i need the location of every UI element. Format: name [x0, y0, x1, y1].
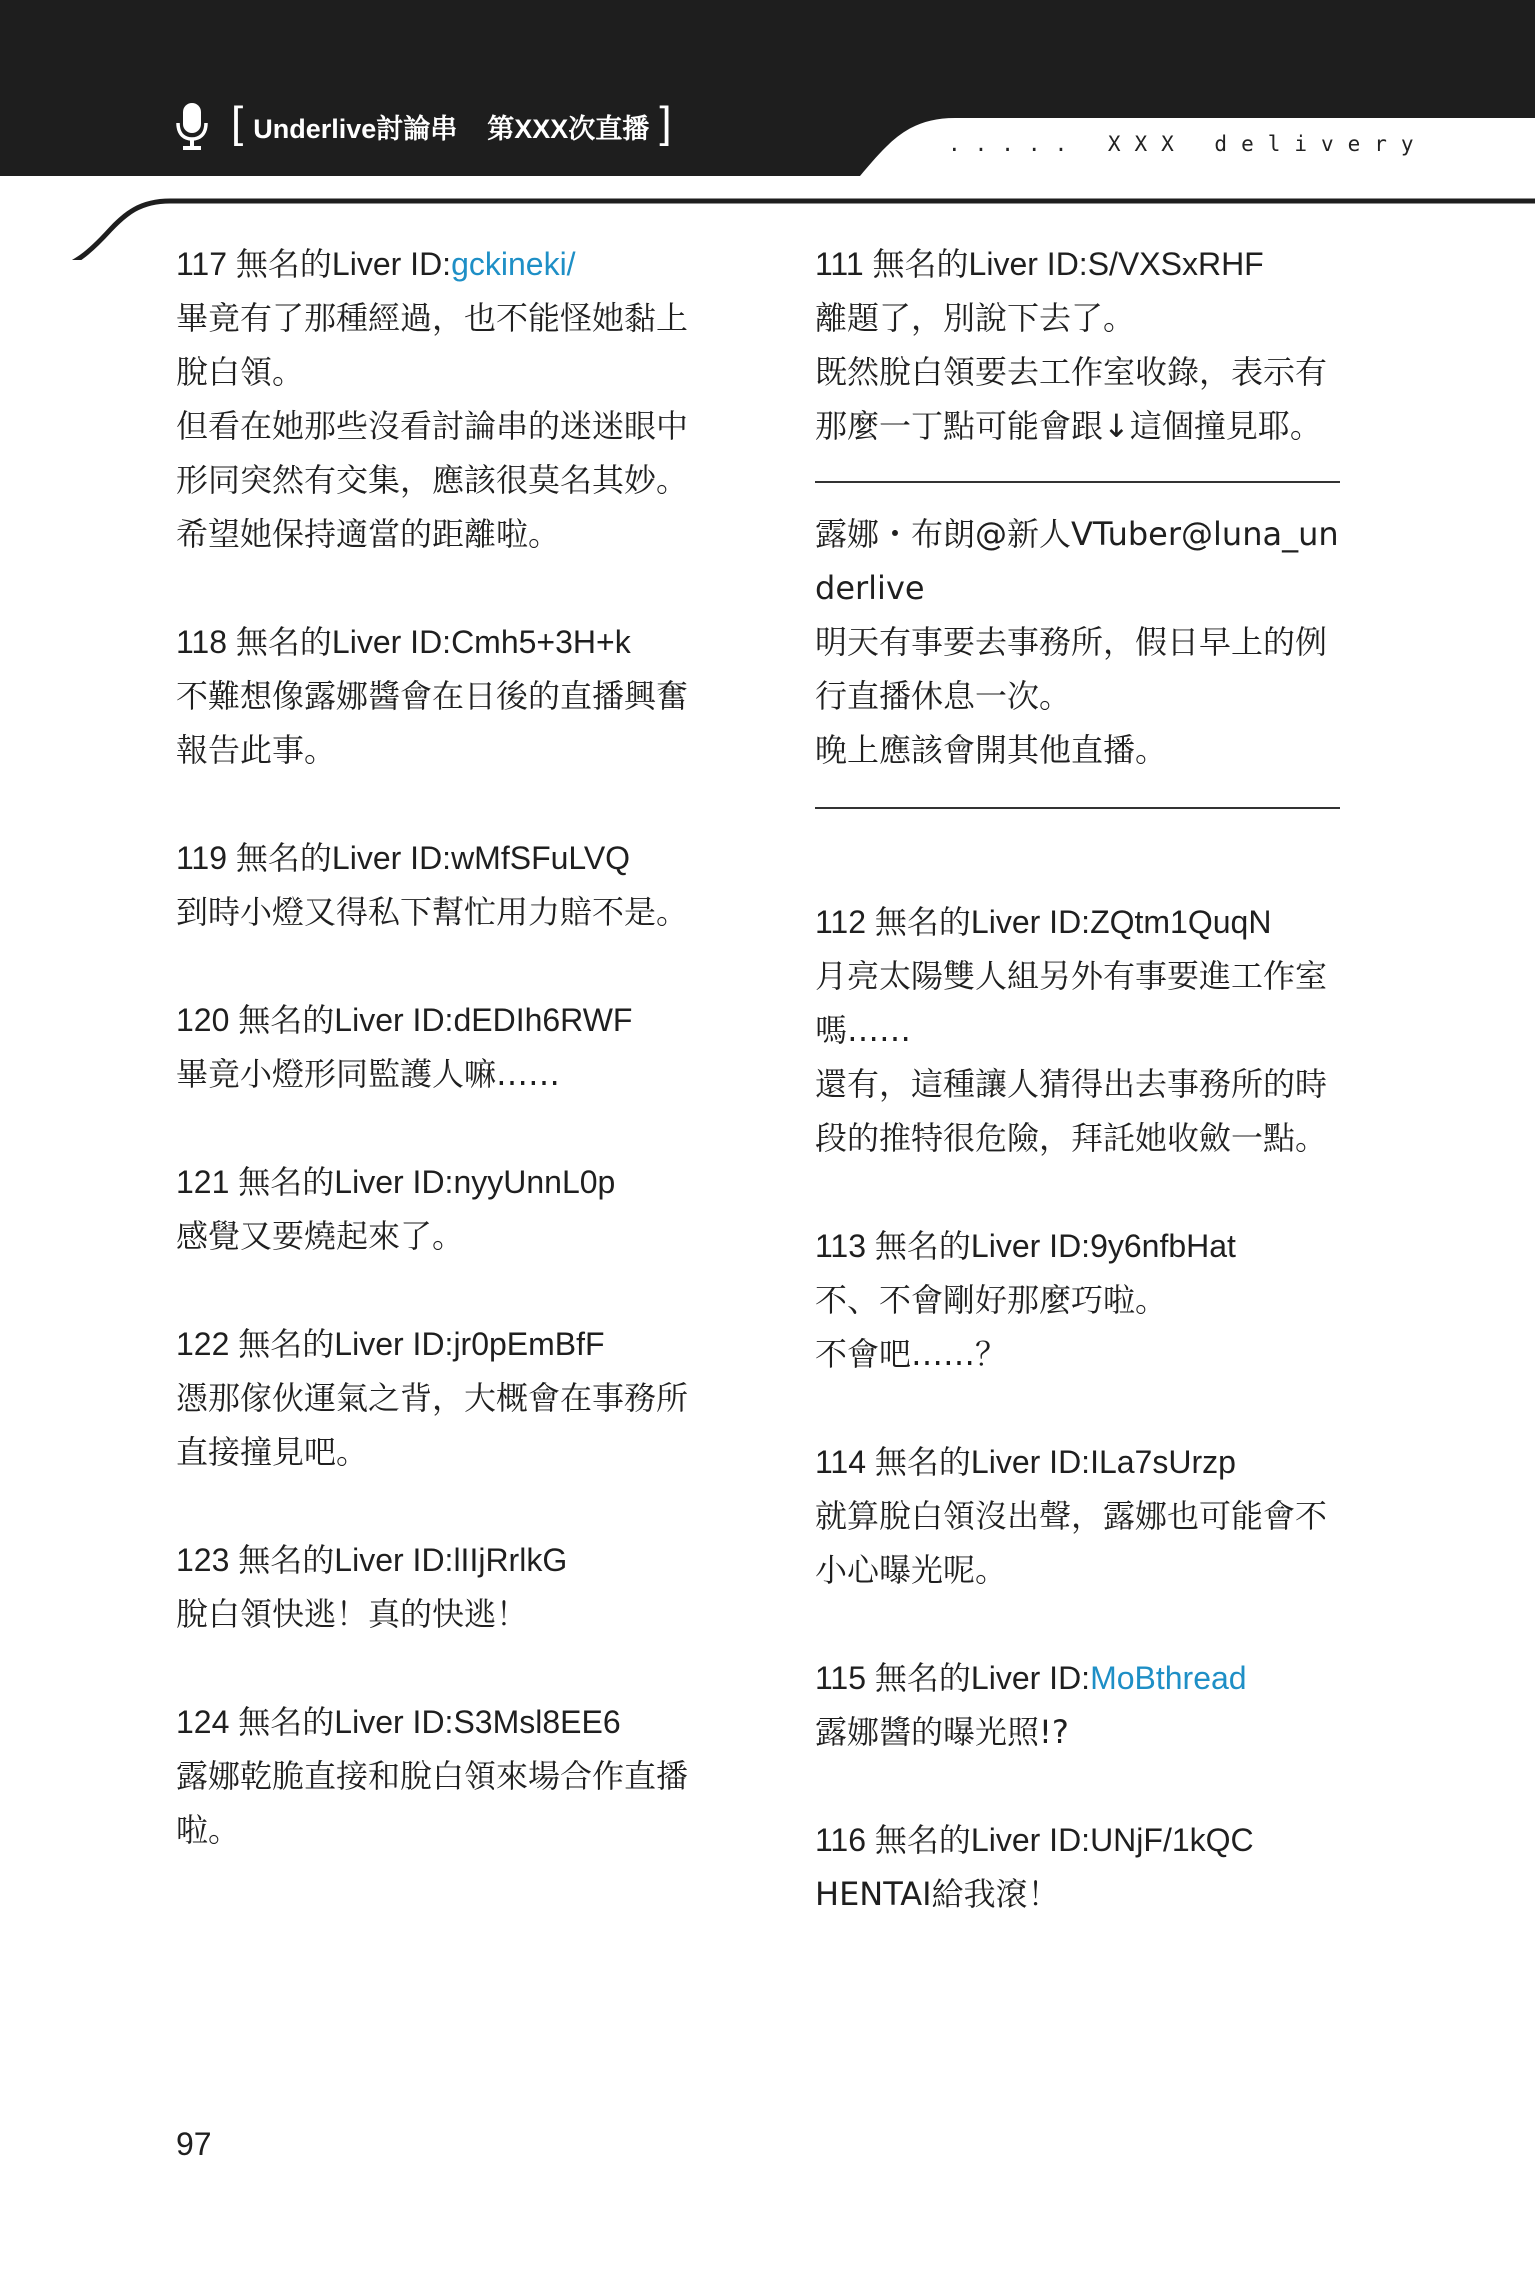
poster-id: nyyUnnL0p	[453, 1164, 616, 1200]
thread-post	[176, 237, 716, 561]
poster-id-prefix: ID:	[410, 624, 452, 660]
tweet-line: 明天有事要去事務所，假日早上的例行直播休息一次。	[815, 623, 1328, 715]
title-bracket-open: [	[231, 98, 244, 147]
post-line: 畢竟小燈形同監護人嘛……	[176, 1055, 561, 1093]
thread-post	[815, 1651, 1355, 1759]
thread-title-bar	[175, 98, 682, 151]
thread-post	[176, 1533, 716, 1641]
poster-id: lIIjRrlkG	[453, 1542, 568, 1578]
thread-post	[815, 237, 1355, 453]
poster-name: 無名的Liver	[874, 1444, 1041, 1480]
left-column	[176, 237, 716, 1857]
poster-id-prefix: ID:	[412, 1542, 454, 1578]
poster-name: 無名的Liver	[874, 1660, 1041, 1696]
tweet-notice	[815, 507, 1355, 777]
post-number: 122	[176, 1326, 230, 1362]
post-number: 123	[176, 1542, 230, 1578]
notice-divider-top	[815, 481, 1340, 483]
poster-id: 9y6nfbHat	[1090, 1228, 1236, 1264]
poster-name: 無名的Liver	[235, 840, 402, 876]
post-line: 感覺又要燒起來了。	[176, 1217, 465, 1255]
poster-name: 無名的Liver	[238, 1002, 404, 1038]
poster-id: MoBthread	[1090, 1660, 1247, 1696]
tweet-line: 晚上應該會開其他直播。	[815, 731, 1168, 769]
post-line: HENTAI給我滾！	[815, 1875, 1060, 1913]
poster-id-prefix: ID:	[1049, 1444, 1091, 1480]
poster-id: ZQtm1QuqN	[1090, 904, 1272, 940]
post-header	[176, 993, 716, 1047]
poster-name: 無名的Liver	[872, 246, 1038, 282]
poster-name: 無名的Liver	[238, 1704, 404, 1740]
thread-post	[815, 1219, 1355, 1381]
post-header	[815, 895, 1355, 949]
poster-name: 無名的Liver	[238, 1164, 404, 1200]
post-header	[176, 831, 716, 885]
post-line: 不會吧……？	[815, 1335, 1008, 1373]
thread-post	[176, 1695, 716, 1857]
post-number: 112	[815, 904, 867, 940]
post-line: 露娜乾脆直接和脫白領來場合作直播啦。	[176, 1757, 689, 1849]
post-number: 121	[176, 1164, 230, 1200]
poster-name: 無名的Liver	[874, 1228, 1041, 1264]
post-number: 114	[815, 1444, 867, 1480]
post-header	[815, 1435, 1355, 1489]
thread-post	[176, 993, 716, 1101]
poster-id: S/VXSxRHF	[1087, 246, 1264, 282]
post-line: 憑那傢伙運氣之背，大概會在事務所直接撞見吧。	[176, 1379, 689, 1471]
poster-name: 無名的Liver	[235, 246, 402, 282]
thread-post	[176, 1317, 716, 1479]
thread-post	[176, 1155, 716, 1263]
title-bracket-close: ]	[659, 98, 672, 147]
post-number: 124	[176, 1704, 230, 1740]
post-line: 離題了，別說下去了。	[815, 299, 1136, 337]
poster-id-prefix: ID:	[412, 1164, 454, 1200]
poster-name: 無名的Liver	[874, 1822, 1041, 1858]
poster-name: 無名的Liver	[238, 1326, 404, 1362]
thread-post	[176, 615, 716, 777]
post-number: 113	[815, 1228, 867, 1264]
post-number: 116	[815, 1822, 867, 1858]
post-header	[176, 1533, 716, 1587]
page-number: 97	[176, 2126, 212, 2162]
microphone-icon	[175, 101, 209, 151]
post-number: 118	[176, 624, 228, 660]
post-header	[815, 1219, 1355, 1273]
post-line: 月亮太陽雙人組另外有事要進工作室嗎……	[815, 957, 1328, 1049]
thread-post	[176, 831, 716, 939]
poster-name: 無名的Liver	[235, 624, 402, 660]
poster-id: ILa7sUrzp	[1090, 1444, 1236, 1480]
post-line: 希望她保持適當的距離啦。	[176, 515, 561, 553]
post-number: 119	[176, 840, 228, 876]
post-line: 既然脫白領要去工作室收錄，表示有那麼一丁點可能會跟↓這個撞見耶。	[815, 353, 1328, 445]
poster-id-prefix: ID:	[410, 246, 452, 282]
post-line: 到時小燈又得私下幫忙用力賠不是。	[176, 893, 689, 931]
poster-id: Cmh5+3H+k	[451, 624, 631, 660]
post-number: 120	[176, 1002, 230, 1038]
poster-id: wMfSFuLVQ	[451, 840, 631, 876]
thread-post	[815, 895, 1355, 1165]
thread-title: Underlive討論串	[253, 113, 458, 144]
poster-id-prefix: ID:	[412, 1704, 454, 1740]
poster-name: 無名的Liver	[238, 1542, 404, 1578]
poster-id-prefix: ID:	[1049, 1228, 1091, 1264]
poster-id-prefix: ID:	[412, 1002, 454, 1038]
post-line: 但看在她那些沒看討論串的迷迷眼中形同突然有交集，應該很莫名其妙。	[176, 407, 689, 499]
thread-post	[815, 1813, 1355, 1921]
poster-id-prefix: ID:	[1049, 1822, 1091, 1858]
poster-id-prefix: ID:	[1049, 1660, 1091, 1696]
post-header	[176, 1317, 716, 1371]
broadcast-subtitle: 第XXX次直播	[487, 113, 650, 144]
poster-id-prefix: ID:	[412, 1326, 454, 1362]
thread-post	[815, 1435, 1355, 1597]
poster-id-prefix: ID:	[1049, 904, 1091, 940]
post-line: 露娜醬的曝光照!?	[815, 1713, 1069, 1751]
post-number: 115	[815, 1660, 867, 1696]
delivery-tagline: ..... XXX delivery	[948, 132, 1428, 156]
post-line: 不難想像露娜醬會在日後的直播興奮報告此事。	[176, 677, 689, 769]
post-line: 還有，這種讓人猜得出去事務所的時段的推特很危險，拜託她收斂一點。	[815, 1065, 1328, 1157]
tweet-author: 露娜・布朗@新人VTuber@luna_underlive	[815, 515, 1339, 607]
poster-id: UNjF/1kQC	[1090, 1822, 1254, 1858]
right-column	[815, 237, 1355, 1921]
post-line: 畢竟有了那種經過，也不能怪她黏上脫白領。	[176, 299, 689, 391]
post-line: 就算脫白領沒出聲，露娜也可能會不小心曝光呢。	[815, 1497, 1328, 1589]
poster-id: gckineki/	[451, 246, 576, 282]
post-header	[815, 1813, 1355, 1867]
post-header	[176, 615, 716, 669]
post-header	[176, 237, 716, 291]
post-line: 不、不會剛好那麼巧啦。	[815, 1281, 1168, 1319]
poster-id: S3Msl8EE6	[453, 1704, 621, 1740]
poster-id-prefix: ID:	[1046, 246, 1088, 282]
notice-divider-bottom	[815, 807, 1340, 809]
post-line: 脫白領快逃！真的快逃！	[176, 1595, 529, 1633]
post-header	[815, 1651, 1355, 1705]
post-header	[815, 237, 1355, 291]
poster-name: 無名的Liver	[874, 904, 1041, 940]
post-number: 117	[176, 246, 228, 282]
poster-id: jr0pEmBfF	[453, 1326, 605, 1362]
poster-id-prefix: ID:	[410, 840, 452, 876]
poster-id: dEDIh6RWF	[453, 1002, 633, 1038]
post-header	[176, 1155, 716, 1209]
post-number: 111	[815, 246, 864, 282]
post-header	[176, 1695, 716, 1749]
